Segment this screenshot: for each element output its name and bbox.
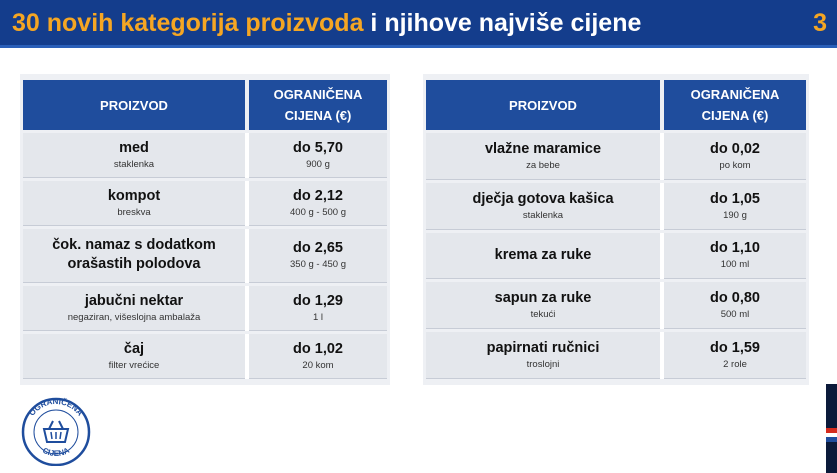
price-value: do 1,02 (293, 340, 343, 357)
product-name: sapun za ruke (494, 290, 592, 307)
logo-badge (16, 396, 96, 466)
product-name: kompot (107, 188, 161, 205)
product-name: krema za ruke (494, 246, 592, 263)
table-row (23, 133, 387, 178)
column-header-product: PROIZVOD (23, 80, 245, 130)
column-header-price (249, 80, 387, 130)
table-row (23, 229, 387, 282)
column-header-product: PROIZVOD (426, 80, 660, 130)
price-value: do 1,29 (293, 292, 343, 309)
product-description: tekući (530, 309, 556, 321)
quantity: 100 ml (720, 259, 750, 271)
column-header-price-line1: OGRANIČENA (690, 87, 780, 102)
column-header-price-line2: CIJENA (€) (284, 108, 352, 123)
price-cell (664, 133, 806, 180)
logo-top-text: OGRANIČENA (27, 396, 85, 418)
page-title-rest: i njihove najviše cijene (363, 9, 642, 37)
table-row (23, 181, 387, 226)
price-table-right (423, 74, 809, 385)
logo-bottom-text: CIJENA (41, 445, 71, 459)
product-name: dječja gotova kašica (472, 190, 614, 207)
quantity: 2 role (723, 359, 747, 371)
price-cell (249, 181, 387, 226)
quantity: 1 l (312, 311, 324, 323)
quantity: 350 g - 450 g (290, 259, 346, 271)
quantity: 190 g (723, 209, 747, 221)
table-row (426, 183, 806, 230)
price-table-left (20, 74, 390, 385)
price-cell (664, 183, 806, 230)
price-cell (249, 334, 387, 379)
product-cell (426, 332, 660, 379)
table-row (426, 133, 806, 180)
price-value: do 0,80 (710, 290, 760, 307)
product-description: filter vrećice (108, 359, 160, 371)
product-cell (426, 282, 660, 329)
table-header-row (426, 80, 806, 130)
price-value: do 1,10 (710, 240, 760, 257)
product-description: breskva (117, 207, 151, 219)
product-cell (23, 286, 245, 331)
product-description: negaziran, višeslojna ambalaža (67, 311, 201, 323)
price-cell (249, 133, 387, 178)
product-cell (426, 183, 660, 230)
price-value: do 1,59 (710, 340, 760, 357)
price-value: do 0,02 (710, 140, 760, 157)
product-name: jabučni nektar (84, 292, 184, 309)
page-number: 3 (813, 9, 827, 37)
price-cell (664, 233, 806, 280)
price-cell (664, 282, 806, 329)
price-cell (249, 229, 387, 282)
product-cell (23, 334, 245, 379)
product-description: staklenka (522, 209, 564, 221)
column-header-price-line2: CIJENA (€) (701, 108, 769, 123)
column-header-price (664, 80, 806, 130)
product-cell (426, 133, 660, 180)
quantity: 500 ml (720, 309, 750, 321)
product-description: troslojni (526, 359, 560, 371)
product-name: čaj (123, 340, 145, 357)
column-header-price-line1: OGRANIČENA (273, 87, 363, 102)
product-name: vlažne maramice (484, 140, 602, 157)
page-title (12, 9, 641, 38)
table-row (426, 332, 806, 379)
quantity: po kom (719, 159, 751, 171)
product-name: papirnati ručnici (486, 340, 600, 357)
table-header-row (23, 80, 387, 130)
product-cell (23, 229, 245, 282)
table-row (23, 334, 387, 379)
product-description: za bebe (526, 159, 560, 171)
table-row (23, 286, 387, 331)
price-cell (664, 332, 806, 379)
table-row (426, 282, 806, 329)
price-cell (249, 286, 387, 331)
quantity: 20 kom (302, 359, 334, 371)
price-value: do 2,12 (293, 188, 343, 205)
header-bar (0, 0, 837, 48)
page-title-highlight: 30 novih kategorija proizvoda (12, 9, 364, 37)
ogranicena-cijena-logo (16, 396, 96, 466)
quantity: 900 g (306, 159, 330, 171)
product-description: staklenka (113, 159, 155, 171)
table-row (426, 233, 806, 280)
product-cell (23, 181, 245, 226)
quantity: 400 g - 500 g (290, 207, 346, 219)
product-cell (426, 233, 660, 280)
product-name: čok. namaz s dodatkom orašastih polodova (52, 237, 216, 273)
product-cell (23, 133, 245, 178)
price-value: do 5,70 (293, 140, 343, 157)
flag-icon (826, 428, 837, 442)
price-value: do 2,65 (293, 240, 343, 257)
croatian-flag-strip (826, 384, 837, 473)
product-name: med (119, 140, 149, 157)
price-value: do 1,05 (710, 190, 760, 207)
